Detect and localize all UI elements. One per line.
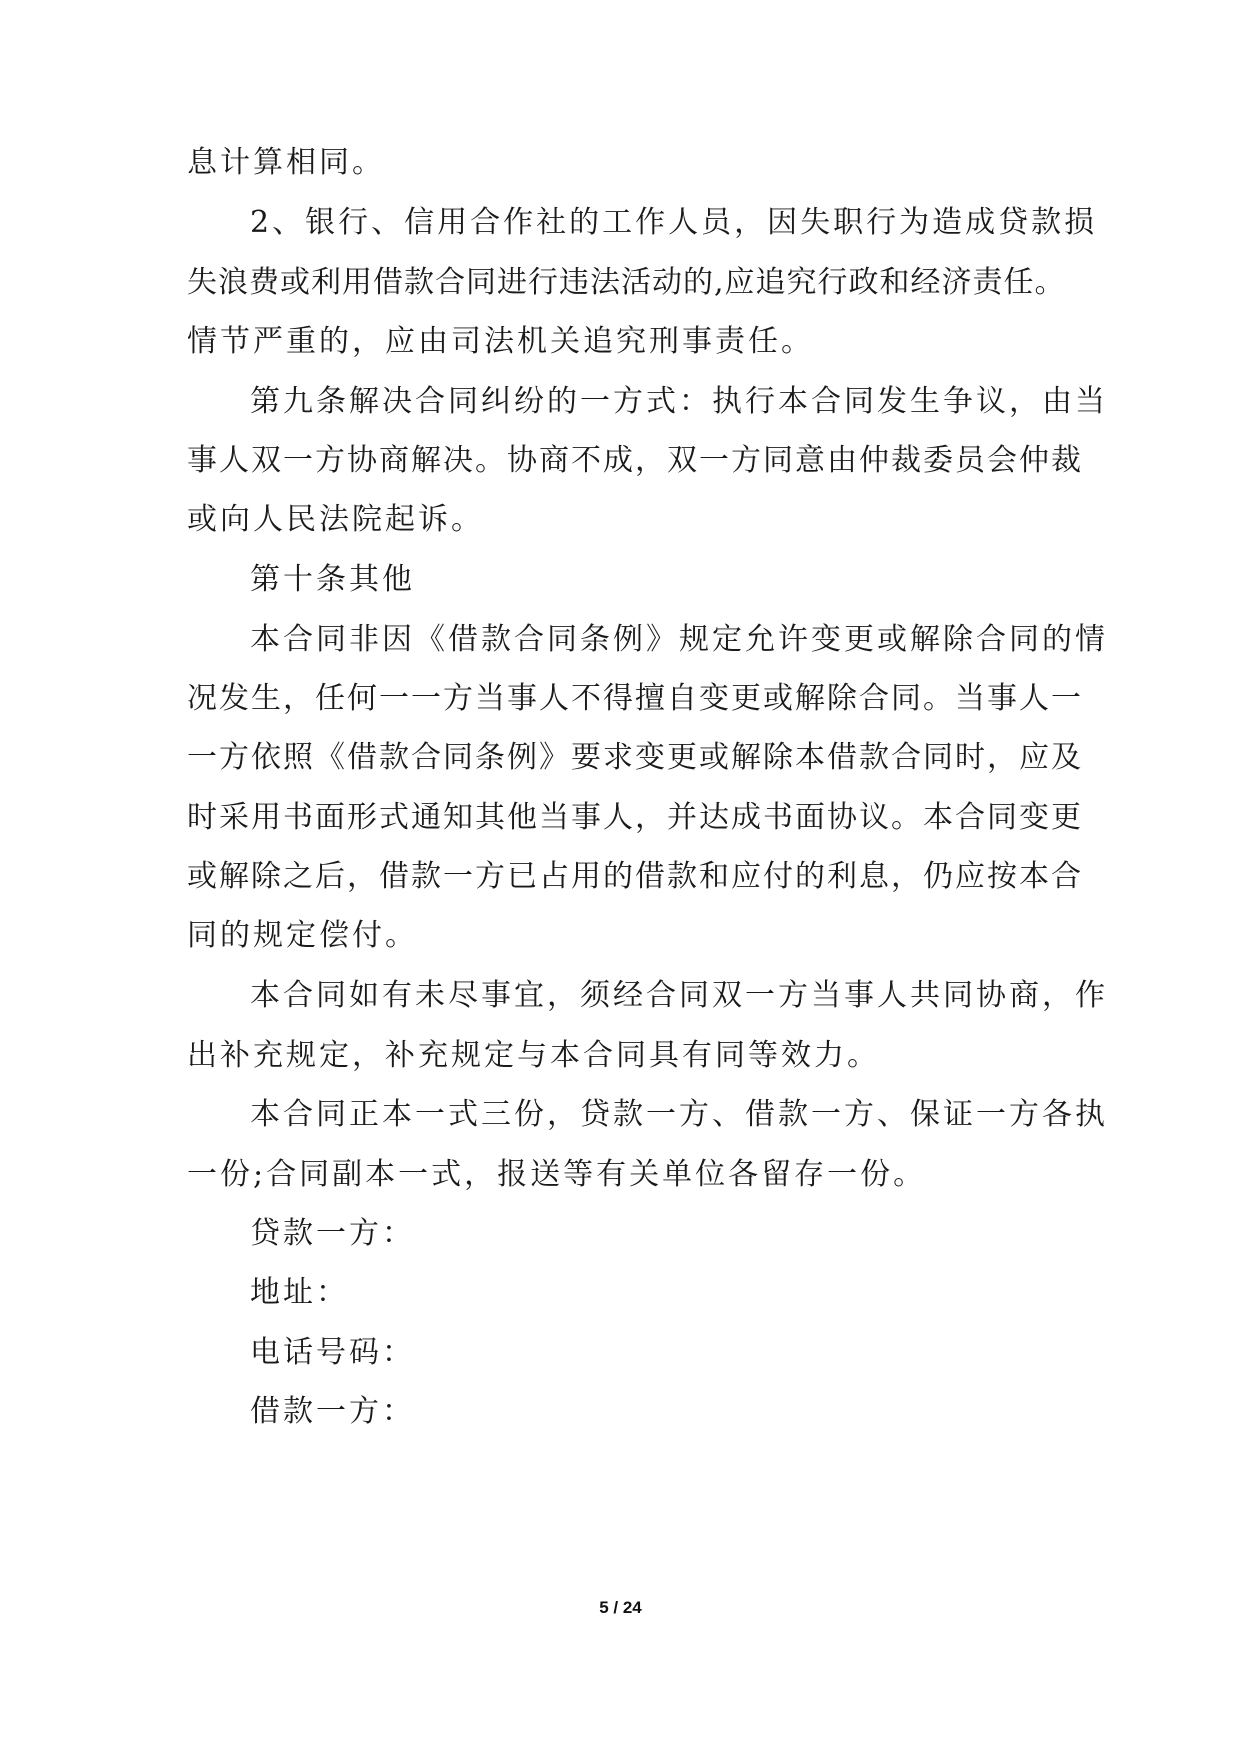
text-line: 2、银行、信用合作社的工作人员，因失职行为造成贷款损 bbox=[250, 205, 1098, 240]
signature-label-borrower: 借款一方： bbox=[250, 1394, 415, 1429]
signature-label-address: 地址： bbox=[250, 1275, 349, 1310]
signature-label-phone: 电话号码： bbox=[250, 1335, 415, 1370]
text-line: 或向人民法院起诉。 bbox=[187, 502, 484, 537]
text-line: 息计算相同。 bbox=[187, 145, 385, 180]
signature-label-lender: 贷款一方： bbox=[250, 1216, 415, 1251]
text-line: 事人双一方协商解决。协商不成，双一方同意由仲裁委员会仲裁 bbox=[187, 443, 1083, 478]
section-heading: 第十条其他 bbox=[250, 562, 415, 597]
page-number: 5 / 24 bbox=[599, 1598, 642, 1617]
text-line: 本合同如有未尽事宜，须经合同双一方当事人共同协商，作 bbox=[250, 978, 1108, 1013]
text-line: 或解除之后，借款一方已占用的借款和应付的利息，仍应按本合 bbox=[187, 859, 1083, 894]
text-line: 出补充规定，补充规定与本合同具有同等效力。 bbox=[187, 1038, 880, 1073]
text-line: 况发生，任何一一方当事人不得擅自变更或解除合同。当事人一 bbox=[187, 681, 1083, 716]
text-line: 一方依照《借款合同条例》要求变更或解除本借款合同时，应及 bbox=[187, 740, 1083, 775]
text-line: 同的规定偿付。 bbox=[187, 918, 418, 953]
text-line: 一份;合同副本一式，报送等有关单位各留存一份。 bbox=[187, 1157, 927, 1192]
text-line: 失浪费或利用借款合同进行违法活动的,应追究行政和经济责任。 bbox=[187, 265, 1066, 300]
text-line: 本合同正本一式三份，贷款一方、借款一方、保证一方各执 bbox=[250, 1097, 1108, 1132]
text-line: 情节严重的，应由司法机关追究刑事责任。 bbox=[187, 324, 814, 359]
text-line: 时采用书面形式通知其他当事人，并达成书面协议。本合同变更 bbox=[187, 800, 1083, 835]
text-line: 第九条解决合同纠纷的一方式：执行本合同发生争议，由当 bbox=[250, 384, 1108, 419]
text-line: 本合同非因《借款合同条例》规定允许变更或解除合同的情 bbox=[250, 622, 1108, 657]
